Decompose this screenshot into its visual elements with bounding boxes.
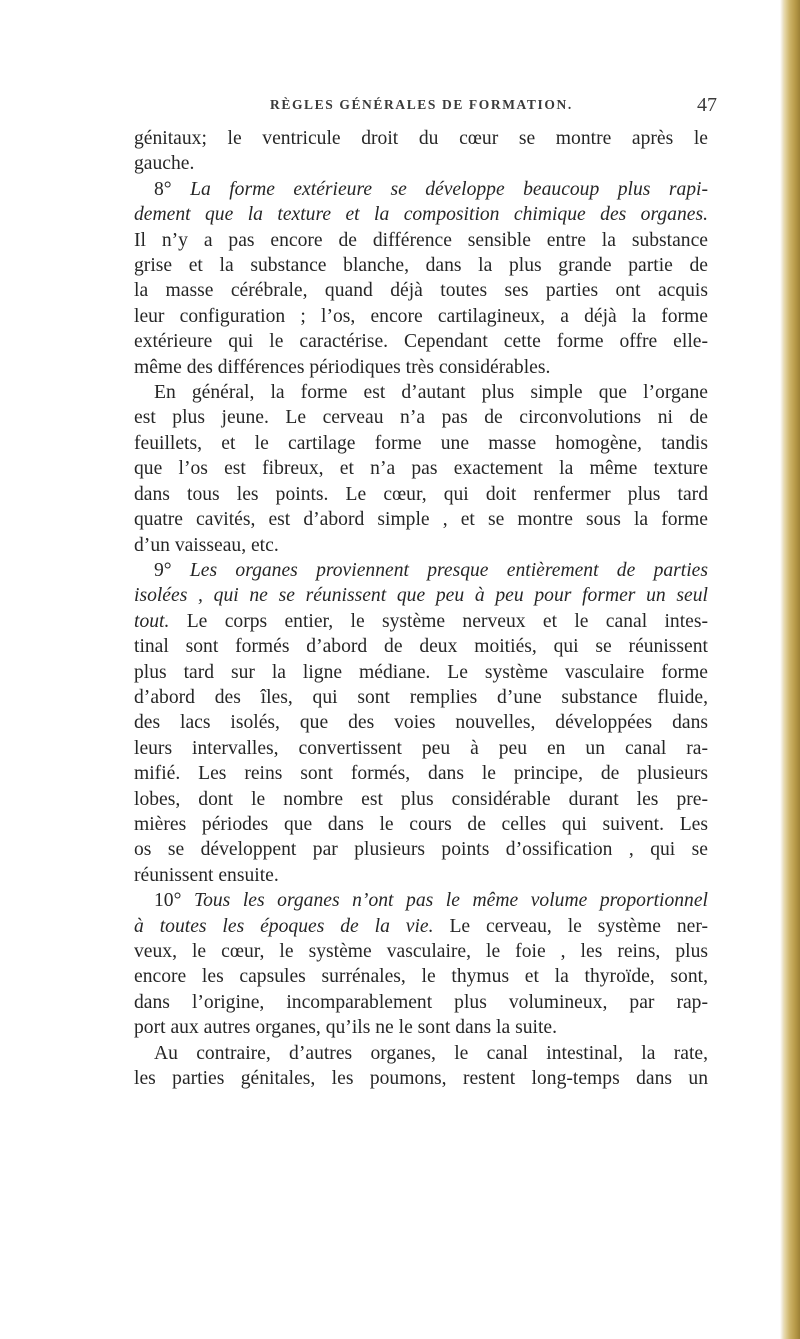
page-header xyxy=(0,94,800,121)
text-line xyxy=(134,990,708,1015)
text-line xyxy=(134,761,708,786)
page-number: 47 xyxy=(697,94,717,116)
text-line xyxy=(134,253,708,278)
text-line xyxy=(134,177,708,202)
text-run: leurs intervalles, convertissent peu à peu en un canal ra- xyxy=(134,737,708,759)
text-line xyxy=(134,1041,708,1066)
text-line xyxy=(134,685,708,710)
text-run: Au contraire, d’autres organes, le canal intestinal, la rate, xyxy=(154,1042,708,1064)
text-line xyxy=(134,278,708,303)
text-run: mifié. Les reins sont formés, dans le principe, de plusieurs xyxy=(134,763,708,785)
text-run: 9° xyxy=(154,559,190,581)
text-run: est plus jeune. Le cerveau n’a pas de circonvolutions ni de xyxy=(134,407,708,429)
text-line xyxy=(134,228,708,253)
text-line xyxy=(134,787,708,812)
running-head: RÈGLES GÉNÉRALES DE FORMATION. xyxy=(270,97,573,112)
text-run: feuillets, et le cartilage forme une masse homogène, tandis xyxy=(134,432,708,454)
text-run: 8° xyxy=(154,178,191,200)
text-run: d’un vaisseau, etc. xyxy=(134,534,279,556)
text-line xyxy=(134,304,708,329)
text-run: grise et la substance blanche, dans la plus grande partie de xyxy=(134,255,708,277)
text-line xyxy=(134,812,708,837)
text-run: quatre cavités, est d’abord simple , et se montre sous la forme xyxy=(134,509,708,531)
text-line xyxy=(134,660,708,685)
text-line xyxy=(134,888,708,913)
text-run: mières périodes que dans le cours de celles qui suivent. Les xyxy=(134,813,708,835)
text-run: port aux autres organes, qu’ils ne le sont dans la suite. xyxy=(134,1017,557,1039)
text-line xyxy=(134,456,708,481)
text-run: veux, le cœur, le système vasculaire, le foie , les reins, plus xyxy=(134,941,708,962)
italic-text-run: isolées , qui ne se réunissent que peu à peu pour former un seul xyxy=(134,585,708,607)
text-line xyxy=(134,710,708,735)
text-line xyxy=(134,863,708,888)
text-line xyxy=(134,533,708,558)
italic-text-run: à toutes les époques de la vie. xyxy=(134,915,434,937)
italic-text-run: La forme extérieure se développe beaucoup plus rapi- xyxy=(190,178,709,200)
text-line xyxy=(134,837,708,862)
text-run: gauche. xyxy=(134,153,195,175)
text-run: encore les capsules surrénales, le thymus et la thyroïde, sont, xyxy=(134,966,708,988)
text-line xyxy=(134,609,708,634)
text-line xyxy=(134,507,708,532)
text-run: os se développent par plusieurs points d’ossification , qui se xyxy=(134,839,708,861)
text-run: En général, la forme est d’autant plus simple que l’organe xyxy=(154,382,708,404)
text-line xyxy=(134,482,708,507)
text-run: tinal sont formés d’abord de deux moitiés, qui se réunissent xyxy=(134,636,708,658)
text-run: réunissent ensuite. xyxy=(134,864,279,886)
text-line xyxy=(134,1015,708,1040)
text-run: Le cerveau, le système ner- xyxy=(433,915,708,937)
text-run: Le corps entier, le système nerveux et le canal intes- xyxy=(169,610,708,632)
text-run: même des différences périodiques très considérables. xyxy=(134,356,551,378)
text-line xyxy=(134,1066,708,1091)
text-run: 10° xyxy=(154,890,194,912)
italic-text-run: Tous les organes n’ont pas le même volume proportionnel xyxy=(193,890,708,912)
text-run: extérieure qui le caractérise. Cependant cette forme offre elle- xyxy=(134,331,708,353)
text-run: des lacs isolés, que des voies nouvelles, développées dans xyxy=(134,712,708,734)
text-line xyxy=(134,939,708,964)
text-run: dans tous les points. Le cœur, qui doit renfermer plus tard xyxy=(134,483,708,505)
text-run: dans l’origine, incomparablement plus volumineux, par rap- xyxy=(134,991,708,1013)
text-run: d’abord des îles, qui sont remplies d’une substance fluide, xyxy=(134,686,708,708)
text-line xyxy=(134,634,708,659)
text-line xyxy=(134,583,708,608)
text-run: leur configuration ; l’os, encore cartilagineux, a déjà la forme xyxy=(134,305,708,327)
text-line xyxy=(134,431,708,456)
page-edge xyxy=(784,0,800,1339)
italic-text-run: tout. xyxy=(134,610,170,632)
text-run: génitaux; le ventricule droit du cœur se montre après le xyxy=(134,128,708,149)
text-line xyxy=(134,151,708,176)
text-line xyxy=(134,380,708,405)
text-line xyxy=(134,558,708,583)
text-line xyxy=(134,355,708,380)
text-run: que l’os est fibreux, et n’a pas exactement la même texture xyxy=(134,458,708,480)
text-line xyxy=(134,329,708,354)
text-line xyxy=(134,964,708,989)
text-run: la masse cérébrale, quand déjà toutes ses parties ont acquis xyxy=(134,280,708,302)
text-line xyxy=(134,202,708,227)
text-run: Il n’y a pas encore de différence sensible entre la substance xyxy=(134,229,708,251)
text-line xyxy=(134,736,708,761)
text-line xyxy=(134,405,708,430)
text-run: plus tard sur la ligne médiane. Le système vasculaire forme xyxy=(134,661,708,683)
body-text xyxy=(134,126,708,1091)
text-run: lobes, dont le nombre est plus considérable durant les pre- xyxy=(134,788,708,810)
text-line xyxy=(134,914,708,939)
text-run: les parties génitales, les poumons, restent long-temps dans un xyxy=(134,1068,708,1090)
italic-text-run: dement que la texture et la composition chimique des organes. xyxy=(134,204,708,226)
italic-text-run: Les organes proviennent presque entièrement de parties xyxy=(189,559,708,581)
text-line xyxy=(134,126,708,151)
